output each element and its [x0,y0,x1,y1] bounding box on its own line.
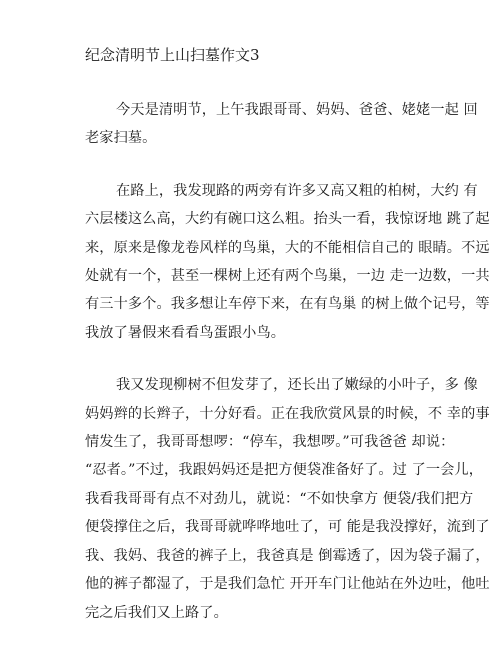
paragraph-line: 在路上，我发现路的两旁有许多又高又粗的柏树，大约 有 [116,182,478,199]
paragraph-line: 妈妈辫的长辫子，十分好看。正在我欣赏风景的时候，不 幸的事 [85,405,490,422]
document-title: 纪念清明节上山扫墓作文3 [85,46,260,64]
paragraph-line: 他的裤子都湿了，于是我们急忙 开开车门让他站在外边吐，他吐 [85,576,490,593]
paragraph-line: 老家扫墓。 [85,130,157,147]
paragraph-3 [85,371,490,627]
paragraph-1 [85,96,478,153]
paragraph-line: 来，原来是像龙卷风样的鸟巢，大的不能相信自己的 眼睛。不远 [85,239,490,256]
paragraph-line: 我又发现柳树不但发芽了，还长出了嫩绿的小叶子，多 像 [116,377,478,394]
paragraph-line: 今天是清明节，上午我跟哥哥、妈妈、爸爸、姥姥一起 回 [116,102,478,118]
paragraph-line: 便袋撑住之后，我哥哥就哗哗地吐了，可 能是我没撑好，流到了 [85,519,490,536]
paragraph-line: “忍者。”不过，我跟妈妈还是把方便袋准备好了。过 了一会儿， [85,462,483,479]
paragraph-line: 完之后我们又上路了。 [85,604,228,621]
document-body [85,44,490,651]
paragraph-line: 有三十多个。我多想让车停下来，在有鸟巢 的树上做个记号，等 [85,296,490,313]
paragraph-line: 处就有一个，甚至一棵树上还有两个鸟巢，一边 走一边数，一共 [85,268,490,285]
paragraph-line: 我、我妈、我爸的裤子上，我爸真是 倒霉透了，因为袋子漏了， [85,547,490,564]
paragraph-line: 我放了暑假来看看鸟蛋跟小鸟。 [85,324,286,341]
paragraph-line: 我看我哥哥有点不对劲儿，就说：“不如快拿方 便袋/我们把方 [85,490,474,507]
paragraph-2 [85,177,490,347]
paragraph-line: 六层楼这么高，大约有碗口这么粗。抬头一看，我惊讶地 跳了起 [85,211,490,228]
paragraph-line: 情发生了，我哥哥想啰：“停车，我想啰。”可我爸爸 却说： [85,434,455,451]
